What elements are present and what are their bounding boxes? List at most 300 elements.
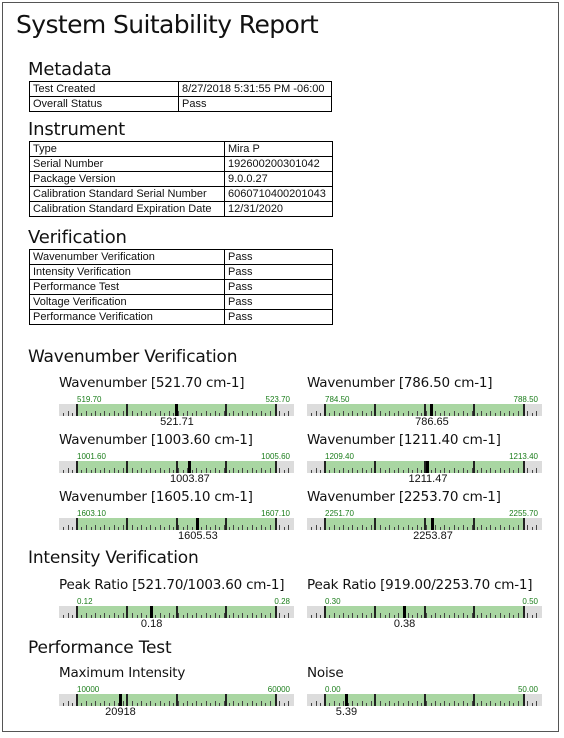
gauge-minor-tick bbox=[118, 615, 119, 618]
table-cell-value: 6060710400201043 bbox=[225, 187, 333, 202]
gauge-title: Peak Ratio [919.00/2253.70 cm-1] bbox=[307, 577, 533, 593]
gauge-minor-tick bbox=[150, 701, 151, 706]
gauge-minor-tick bbox=[206, 701, 207, 706]
gauge-minor-tick bbox=[183, 703, 184, 706]
gauge-minor-tick bbox=[481, 525, 482, 530]
gauge-minor-tick bbox=[146, 703, 147, 706]
gauge-minor-tick bbox=[458, 527, 459, 530]
gauge-minor-tick bbox=[320, 615, 321, 618]
gauge-minor-tick bbox=[100, 703, 101, 706]
gauge-high-limit: 60000 bbox=[267, 685, 290, 694]
gauge-minor-tick bbox=[352, 525, 353, 530]
gauge-minor-tick bbox=[385, 615, 386, 618]
gauge-minor-tick bbox=[104, 525, 105, 530]
performance-test-heading: Performance Test bbox=[28, 638, 172, 658]
gauge-track bbox=[307, 404, 542, 416]
gauge-major-tick bbox=[126, 518, 128, 530]
gauge-minor-tick bbox=[477, 413, 478, 416]
gauge-minor-tick bbox=[141, 525, 142, 530]
table-row bbox=[30, 250, 333, 265]
gauge-minor-tick bbox=[394, 413, 395, 416]
gauge-minor-tick bbox=[334, 613, 335, 618]
gauge-minor-tick bbox=[385, 527, 386, 530]
gauge-minor-tick bbox=[389, 468, 390, 473]
gauge-minor-tick bbox=[316, 613, 317, 618]
gauge-minor-tick bbox=[403, 527, 404, 530]
gauge-minor-tick bbox=[183, 615, 184, 618]
wavenumber-gauge bbox=[307, 489, 542, 542]
gauge-minor-tick bbox=[389, 701, 390, 706]
gauge-minor-tick bbox=[412, 413, 413, 416]
gauge-minor-tick bbox=[513, 413, 514, 416]
gauge-minor-tick bbox=[137, 470, 138, 473]
gauge-minor-tick bbox=[91, 615, 92, 618]
gauge-minor-tick bbox=[288, 468, 289, 473]
gauge-title: Wavenumber [521.70 cm-1] bbox=[59, 375, 245, 391]
gauge-value: 0.18 bbox=[140, 618, 163, 630]
gauge-minor-tick bbox=[160, 468, 161, 473]
gauge-minor-tick bbox=[164, 527, 165, 530]
gauge-major-tick bbox=[473, 606, 475, 618]
gauge-major-tick bbox=[225, 606, 227, 618]
gauge-minor-tick bbox=[509, 411, 510, 416]
gauge-minor-tick bbox=[150, 525, 151, 530]
gauge-minor-tick bbox=[477, 527, 478, 530]
gauge-minor-tick bbox=[247, 470, 248, 473]
gauge-title: Wavenumber [1003.60 cm-1] bbox=[59, 432, 253, 448]
gauge-minor-tick bbox=[261, 613, 262, 618]
gauge-minor-tick bbox=[86, 613, 87, 618]
report-title: System Suitability Report bbox=[16, 10, 319, 39]
gauge-minor-tick bbox=[279, 701, 280, 706]
gauge-minor-tick bbox=[371, 701, 372, 706]
gauge-minor-tick bbox=[155, 703, 156, 706]
gauge-minor-tick bbox=[238, 703, 239, 706]
gauge-minor-tick bbox=[366, 470, 367, 473]
gauge-minor-tick bbox=[137, 413, 138, 416]
gauge-minor-tick bbox=[500, 701, 501, 706]
gauge-minor-tick bbox=[141, 411, 142, 416]
gauge-minor-tick bbox=[196, 613, 197, 618]
gauge-minor-tick bbox=[201, 703, 202, 706]
gauge-minor-tick bbox=[458, 615, 459, 618]
gauge-minor-tick bbox=[490, 701, 491, 706]
table-row bbox=[30, 82, 332, 97]
gauge-minor-tick bbox=[238, 527, 239, 530]
gauge-high-limit: 1005.60 bbox=[261, 452, 290, 461]
gauge-minor-tick bbox=[91, 413, 92, 416]
gauge-minor-tick bbox=[477, 615, 478, 618]
gauge-minor-tick bbox=[252, 525, 253, 530]
gauge-minor-tick bbox=[454, 525, 455, 530]
gauge-minor-tick bbox=[252, 411, 253, 416]
gauge-track bbox=[59, 606, 294, 618]
gauge-minor-tick bbox=[279, 613, 280, 618]
gauge-major-tick bbox=[76, 404, 78, 416]
gauge-minor-tick bbox=[408, 701, 409, 706]
table-row bbox=[30, 97, 332, 112]
gauge-major-tick bbox=[126, 694, 128, 706]
gauge-major-tick bbox=[76, 606, 78, 618]
gauge-minor-tick bbox=[380, 468, 381, 473]
gauge-minor-tick bbox=[536, 468, 537, 473]
gauge-minor-tick bbox=[81, 413, 82, 416]
gauge-minor-tick bbox=[385, 413, 386, 416]
gauge-minor-tick bbox=[490, 468, 491, 473]
gauge-major-tick bbox=[424, 404, 426, 416]
gauge-minor-tick bbox=[357, 615, 358, 618]
gauge-minor-tick bbox=[316, 468, 317, 473]
metadata-heading: Metadata bbox=[28, 59, 112, 80]
gauge-major-tick bbox=[275, 606, 277, 618]
gauge-minor-tick bbox=[238, 470, 239, 473]
gauge-minor-tick bbox=[284, 470, 285, 473]
gauge-minor-tick bbox=[86, 701, 87, 706]
gauge-minor-tick bbox=[343, 613, 344, 618]
gauge-minor-tick bbox=[343, 525, 344, 530]
table-cell-label: Voltage Verification bbox=[30, 295, 225, 310]
gauge-major-tick bbox=[324, 694, 326, 706]
gauge-minor-tick bbox=[288, 411, 289, 416]
gauge-low-limit: 0.12 bbox=[77, 597, 93, 606]
gauge-minor-tick bbox=[458, 703, 459, 706]
gauge-major-tick bbox=[225, 404, 227, 416]
gauge-major-tick bbox=[374, 518, 376, 530]
gauge-minor-tick bbox=[449, 703, 450, 706]
gauge-minor-tick bbox=[201, 615, 202, 618]
gauge-major-tick bbox=[324, 518, 326, 530]
gauge-minor-tick bbox=[481, 613, 482, 618]
gauge-minor-tick bbox=[206, 411, 207, 416]
gauge-minor-tick bbox=[449, 470, 450, 473]
gauge-minor-tick bbox=[63, 703, 64, 706]
gauge-minor-tick bbox=[196, 411, 197, 416]
table-cell-label: Overall Status bbox=[30, 97, 179, 112]
wavenumber-gauge bbox=[307, 375, 542, 428]
gauge-minor-tick bbox=[265, 470, 266, 473]
gauge-value: 1211.47 bbox=[408, 473, 448, 485]
gauge-track bbox=[307, 694, 542, 706]
gauge-minor-tick bbox=[477, 470, 478, 473]
gauge-major-tick bbox=[76, 694, 78, 706]
gauge-major-tick bbox=[324, 404, 326, 416]
gauge-minor-tick bbox=[114, 525, 115, 530]
gauge-major-tick bbox=[176, 461, 178, 473]
gauge-major-tick bbox=[176, 606, 178, 618]
gauge-major-tick bbox=[275, 694, 277, 706]
gauge-minor-tick bbox=[215, 411, 216, 416]
table-row bbox=[30, 202, 333, 217]
gauge-needle bbox=[430, 404, 433, 416]
gauge-minor-tick bbox=[518, 468, 519, 473]
gauge-major-tick bbox=[473, 461, 475, 473]
gauge-minor-tick bbox=[463, 411, 464, 416]
gauge-minor-tick bbox=[91, 527, 92, 530]
gauge-minor-tick bbox=[132, 525, 133, 530]
gauge-minor-tick bbox=[100, 413, 101, 416]
gauge-minor-tick bbox=[454, 701, 455, 706]
gauge-low-limit: 519.70 bbox=[77, 395, 102, 404]
gauge-minor-tick bbox=[100, 615, 101, 618]
instrument-heading: Instrument bbox=[28, 119, 126, 140]
gauge-minor-tick bbox=[467, 413, 468, 416]
gauge-minor-tick bbox=[233, 411, 234, 416]
gauge-minor-tick bbox=[100, 470, 101, 473]
gauge-minor-tick bbox=[95, 411, 96, 416]
gauge-minor-tick bbox=[486, 413, 487, 416]
gauge-track bbox=[59, 461, 294, 473]
gauge-minor-tick bbox=[449, 615, 450, 618]
gauge-minor-tick bbox=[380, 525, 381, 530]
gauge-minor-tick bbox=[164, 470, 165, 473]
gauge-minor-tick bbox=[362, 411, 363, 416]
gauge-minor-tick bbox=[288, 525, 289, 530]
gauge-major-tick bbox=[374, 606, 376, 618]
gauge-minor-tick bbox=[495, 413, 496, 416]
gauge-minor-tick bbox=[398, 411, 399, 416]
gauge-minor-tick bbox=[173, 615, 174, 618]
gauge-needle bbox=[175, 404, 178, 416]
table-row bbox=[30, 142, 333, 157]
gauge-minor-tick bbox=[320, 413, 321, 416]
gauge-major-tick bbox=[424, 606, 426, 618]
gauge-minor-tick bbox=[311, 470, 312, 473]
gauge-minor-tick bbox=[366, 615, 367, 618]
gauge-minor-tick bbox=[532, 615, 533, 618]
gauge-minor-tick bbox=[141, 468, 142, 473]
gauge-needle bbox=[188, 461, 191, 473]
gauge-minor-tick bbox=[334, 468, 335, 473]
gauge-high-limit: 788.50 bbox=[513, 395, 538, 404]
gauge-minor-tick bbox=[385, 470, 386, 473]
gauge-track bbox=[59, 518, 294, 530]
gauge-major-tick bbox=[424, 461, 426, 473]
gauge-minor-tick bbox=[311, 703, 312, 706]
gauge-major-tick bbox=[126, 606, 128, 618]
gauge-minor-tick bbox=[261, 411, 262, 416]
intensity-gauge bbox=[59, 577, 294, 630]
gauge-minor-tick bbox=[467, 615, 468, 618]
gauge-minor-tick bbox=[329, 527, 330, 530]
table-cell-label: Serial Number bbox=[30, 157, 225, 172]
gauge-track bbox=[307, 461, 542, 473]
table-row bbox=[30, 172, 333, 187]
gauge-minor-tick bbox=[270, 468, 271, 473]
table-cell-label: Intensity Verification bbox=[30, 265, 225, 280]
gauge-minor-tick bbox=[454, 411, 455, 416]
gauge-low-limit: 0.30 bbox=[325, 597, 341, 606]
gauge-minor-tick bbox=[463, 613, 464, 618]
gauge-minor-tick bbox=[192, 703, 193, 706]
gauge-low-limit: 1603.10 bbox=[77, 509, 106, 518]
gauge-minor-tick bbox=[458, 413, 459, 416]
gauge-minor-tick bbox=[527, 613, 528, 618]
gauge-minor-tick bbox=[435, 613, 436, 618]
gauge-minor-tick bbox=[394, 470, 395, 473]
gauge-major-tick bbox=[176, 518, 178, 530]
gauge-minor-tick bbox=[132, 411, 133, 416]
gauge-minor-tick bbox=[63, 615, 64, 618]
wavenumber-gauge bbox=[59, 432, 294, 485]
gauge-minor-tick bbox=[72, 703, 73, 706]
gauge-major-tick bbox=[473, 694, 475, 706]
gauge-minor-tick bbox=[527, 411, 528, 416]
gauge-minor-tick bbox=[481, 411, 482, 416]
gauge-minor-tick bbox=[504, 703, 505, 706]
gauge-minor-tick bbox=[352, 411, 353, 416]
gauge-minor-tick bbox=[178, 701, 179, 706]
gauge-minor-tick bbox=[536, 411, 537, 416]
gauge-minor-tick bbox=[513, 527, 514, 530]
gauge-minor-tick bbox=[532, 413, 533, 416]
gauge-minor-tick bbox=[366, 527, 367, 530]
gauge-value: 20918 bbox=[105, 706, 136, 718]
gauge-minor-tick bbox=[504, 615, 505, 618]
table-cell-value: Pass bbox=[179, 97, 332, 112]
gauge-minor-tick bbox=[495, 615, 496, 618]
gauge-minor-tick bbox=[348, 413, 349, 416]
gauge-major-tick bbox=[473, 404, 475, 416]
gauge-minor-tick bbox=[431, 703, 432, 706]
gauge-minor-tick bbox=[449, 413, 450, 416]
gauge-minor-tick bbox=[500, 411, 501, 416]
gauge-minor-tick bbox=[527, 525, 528, 530]
gauge-minor-tick bbox=[371, 411, 372, 416]
gauge-minor-tick bbox=[81, 470, 82, 473]
gauge-minor-tick bbox=[104, 468, 105, 473]
gauge-minor-tick bbox=[334, 411, 335, 416]
gauge-value: 1003.87 bbox=[170, 473, 210, 485]
gauge-low-limit: 0.00 bbox=[325, 685, 341, 694]
gauge-minor-tick bbox=[114, 411, 115, 416]
gauge-needle bbox=[426, 461, 429, 473]
gauge-minor-tick bbox=[242, 411, 243, 416]
gauge-minor-tick bbox=[178, 613, 179, 618]
gauge-title: Wavenumber [1605.10 cm-1] bbox=[59, 489, 253, 505]
gauge-minor-tick bbox=[279, 525, 280, 530]
gauge-minor-tick bbox=[256, 703, 257, 706]
gauge-minor-tick bbox=[238, 413, 239, 416]
gauge-minor-tick bbox=[279, 468, 280, 473]
intensity-gauge bbox=[307, 577, 542, 630]
gauge-minor-tick bbox=[458, 470, 459, 473]
gauge-minor-tick bbox=[155, 527, 156, 530]
gauge-minor-tick bbox=[63, 413, 64, 416]
gauge-minor-tick bbox=[366, 703, 367, 706]
gauge-minor-tick bbox=[210, 470, 211, 473]
gauge-high-limit: 0.28 bbox=[274, 597, 290, 606]
gauge-minor-tick bbox=[123, 525, 124, 530]
gauge-minor-tick bbox=[146, 527, 147, 530]
gauge-minor-tick bbox=[219, 615, 220, 618]
gauge-minor-tick bbox=[187, 613, 188, 618]
table-cell-value: Pass bbox=[225, 280, 333, 295]
gauge-minor-tick bbox=[509, 613, 510, 618]
gauge-major-tick bbox=[523, 461, 525, 473]
gauge-needle bbox=[196, 518, 199, 530]
gauge-minor-tick bbox=[265, 615, 266, 618]
gauge-minor-tick bbox=[352, 613, 353, 618]
gauge-minor-tick bbox=[86, 411, 87, 416]
gauge-minor-tick bbox=[357, 527, 358, 530]
wavenumber-gauge bbox=[59, 375, 294, 428]
gauge-minor-tick bbox=[118, 413, 119, 416]
gauge-minor-tick bbox=[320, 470, 321, 473]
gauge-minor-tick bbox=[132, 468, 133, 473]
gauge-minor-tick bbox=[408, 411, 409, 416]
gauge-minor-tick bbox=[284, 615, 285, 618]
gauge-high-limit: 1607.10 bbox=[261, 509, 290, 518]
gauge-major-tick bbox=[225, 461, 227, 473]
gauge-major-tick bbox=[324, 461, 326, 473]
gauge-minor-tick bbox=[398, 701, 399, 706]
gauge-minor-tick bbox=[118, 470, 119, 473]
gauge-minor-tick bbox=[192, 615, 193, 618]
gauge-major-tick bbox=[126, 404, 128, 416]
table-cell-value: 12/31/2020 bbox=[225, 202, 333, 217]
gauge-minor-tick bbox=[444, 613, 445, 618]
gauge-minor-tick bbox=[440, 615, 441, 618]
gauge-track bbox=[59, 694, 294, 706]
table-row bbox=[30, 265, 333, 280]
gauge-minor-tick bbox=[95, 525, 96, 530]
gauge-minor-tick bbox=[284, 703, 285, 706]
gauge-minor-tick bbox=[362, 613, 363, 618]
gauge-minor-tick bbox=[187, 701, 188, 706]
gauge-minor-tick bbox=[426, 701, 427, 706]
gauge-title: Wavenumber [2253.70 cm-1] bbox=[307, 489, 501, 505]
gauge-minor-tick bbox=[371, 613, 372, 618]
gauge-major-tick bbox=[275, 404, 277, 416]
gauge-minor-tick bbox=[109, 527, 110, 530]
gauge-minor-tick bbox=[229, 703, 230, 706]
gauge-minor-tick bbox=[109, 413, 110, 416]
gauge-major-tick bbox=[523, 606, 525, 618]
gauge-title: Noise bbox=[307, 665, 344, 681]
gauge-minor-tick bbox=[210, 615, 211, 618]
gauge-minor-tick bbox=[219, 703, 220, 706]
gauge-major-tick bbox=[275, 518, 277, 530]
gauge-minor-tick bbox=[500, 468, 501, 473]
wavenumber-gauge bbox=[307, 432, 542, 485]
gauge-minor-tick bbox=[288, 701, 289, 706]
gauge-minor-tick bbox=[160, 525, 161, 530]
gauge-minor-tick bbox=[256, 470, 257, 473]
gauge-major-tick bbox=[225, 694, 227, 706]
gauge-minor-tick bbox=[532, 527, 533, 530]
gauge-high-limit: 523.70 bbox=[265, 395, 290, 404]
gauge-minor-tick bbox=[210, 413, 211, 416]
table-cell-value: Mira P bbox=[225, 142, 333, 157]
table-cell-value: 192600200301042 bbox=[225, 157, 333, 172]
gauge-minor-tick bbox=[389, 613, 390, 618]
gauge-minor-tick bbox=[536, 525, 537, 530]
gauge-minor-tick bbox=[72, 615, 73, 618]
gauge-minor-tick bbox=[357, 413, 358, 416]
gauge-minor-tick bbox=[417, 613, 418, 618]
wavenumber-gauge bbox=[59, 489, 294, 542]
gauge-minor-tick bbox=[486, 703, 487, 706]
gauge-minor-tick bbox=[513, 703, 514, 706]
gauge-minor-tick bbox=[536, 613, 537, 618]
gauge-minor-tick bbox=[504, 470, 505, 473]
gauge-minor-tick bbox=[467, 703, 468, 706]
gauge-low-limit: 1209.40 bbox=[325, 452, 354, 461]
table-row bbox=[30, 157, 333, 172]
gauge-minor-tick bbox=[233, 525, 234, 530]
gauge-minor-tick bbox=[518, 411, 519, 416]
gauge-minor-tick bbox=[196, 701, 197, 706]
